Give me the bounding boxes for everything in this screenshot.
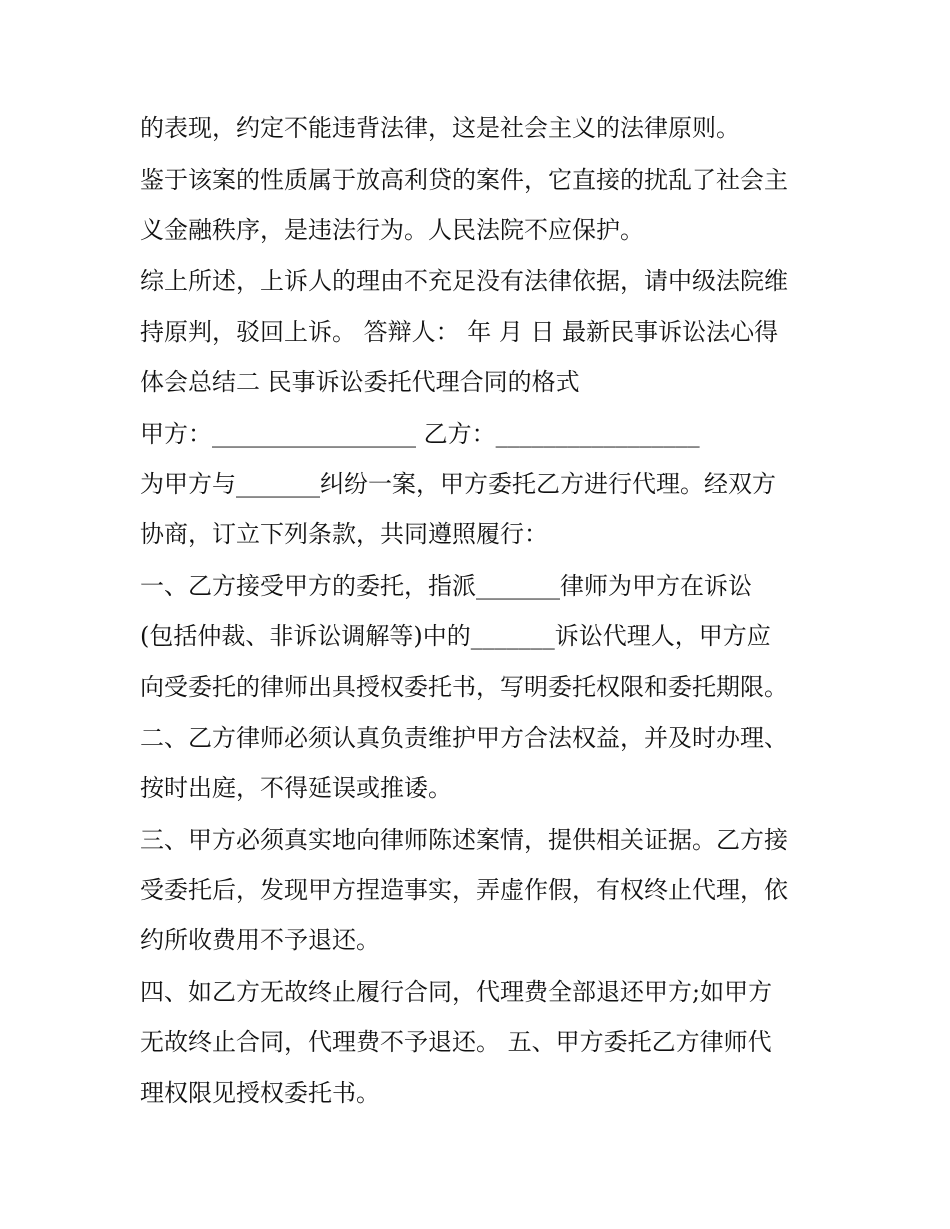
text-line: 的表现，约定不能违背法律，这是社会主义的法律原则。 bbox=[140, 114, 740, 142]
text-line: 四、如乙方无故终止履行合同，代理费全部退还甲方;如甲方 bbox=[140, 978, 773, 1006]
text-line: 二、乙方律师必须认真负责维护甲方合法权益，并及时办理、 bbox=[140, 724, 788, 752]
text-line: 为甲方与_______纠纷一案，甲方委托乙方进行代理。经双方 bbox=[140, 470, 776, 498]
text-line: 协商，订立下列条款，共同遵照履行： bbox=[140, 520, 548, 548]
text-line: 理权限见授权委托书。 bbox=[140, 1079, 380, 1107]
text-line: 鉴于该案的性质属于放高利贷的案件，它直接的扰乱了社会主 bbox=[140, 166, 788, 194]
text-line: (包括仲裁、非诉讼调解等)中的_______诉讼代理人，甲方应 bbox=[140, 622, 771, 650]
text-line: 三、甲方必须真实地向律师陈述案情，提供相关证据。乙方接 bbox=[140, 826, 788, 854]
text-line: 向受委托的律师出具授权委托书，写明委托权限和委托期限。 bbox=[140, 673, 788, 701]
text-line: 持原判，驳回上诉。 答辩人： 年 月 日 最新民事诉讼法心得 bbox=[140, 318, 779, 346]
text-line: 综上所述，上诉人的理由不充足没有法律依据，请中级法院维 bbox=[140, 267, 788, 295]
text-line: 无故终止合同，代理费不予退还。 五、甲方委托乙方律师代 bbox=[140, 1028, 772, 1056]
text-line: 一、乙方接受甲方的委托，指派_______律师为甲方在诉讼 bbox=[140, 572, 752, 600]
text-line: 受委托后，发现甲方捏造事实，弄虚作假，有权终止代理，依 bbox=[140, 876, 788, 904]
text-line: 甲方：_________________ 乙方：_________________ bbox=[140, 420, 700, 448]
text-line: 体会总结二 民事诉讼委托代理合同的格式 bbox=[140, 368, 580, 396]
text-line: 约所收费用不予退还。 bbox=[140, 926, 380, 954]
text-line: 按时出庭，不得延误或推诿。 bbox=[140, 774, 452, 802]
text-line: 义金融秩序，是违法行为。人民法院不应保护。 bbox=[140, 216, 644, 244]
